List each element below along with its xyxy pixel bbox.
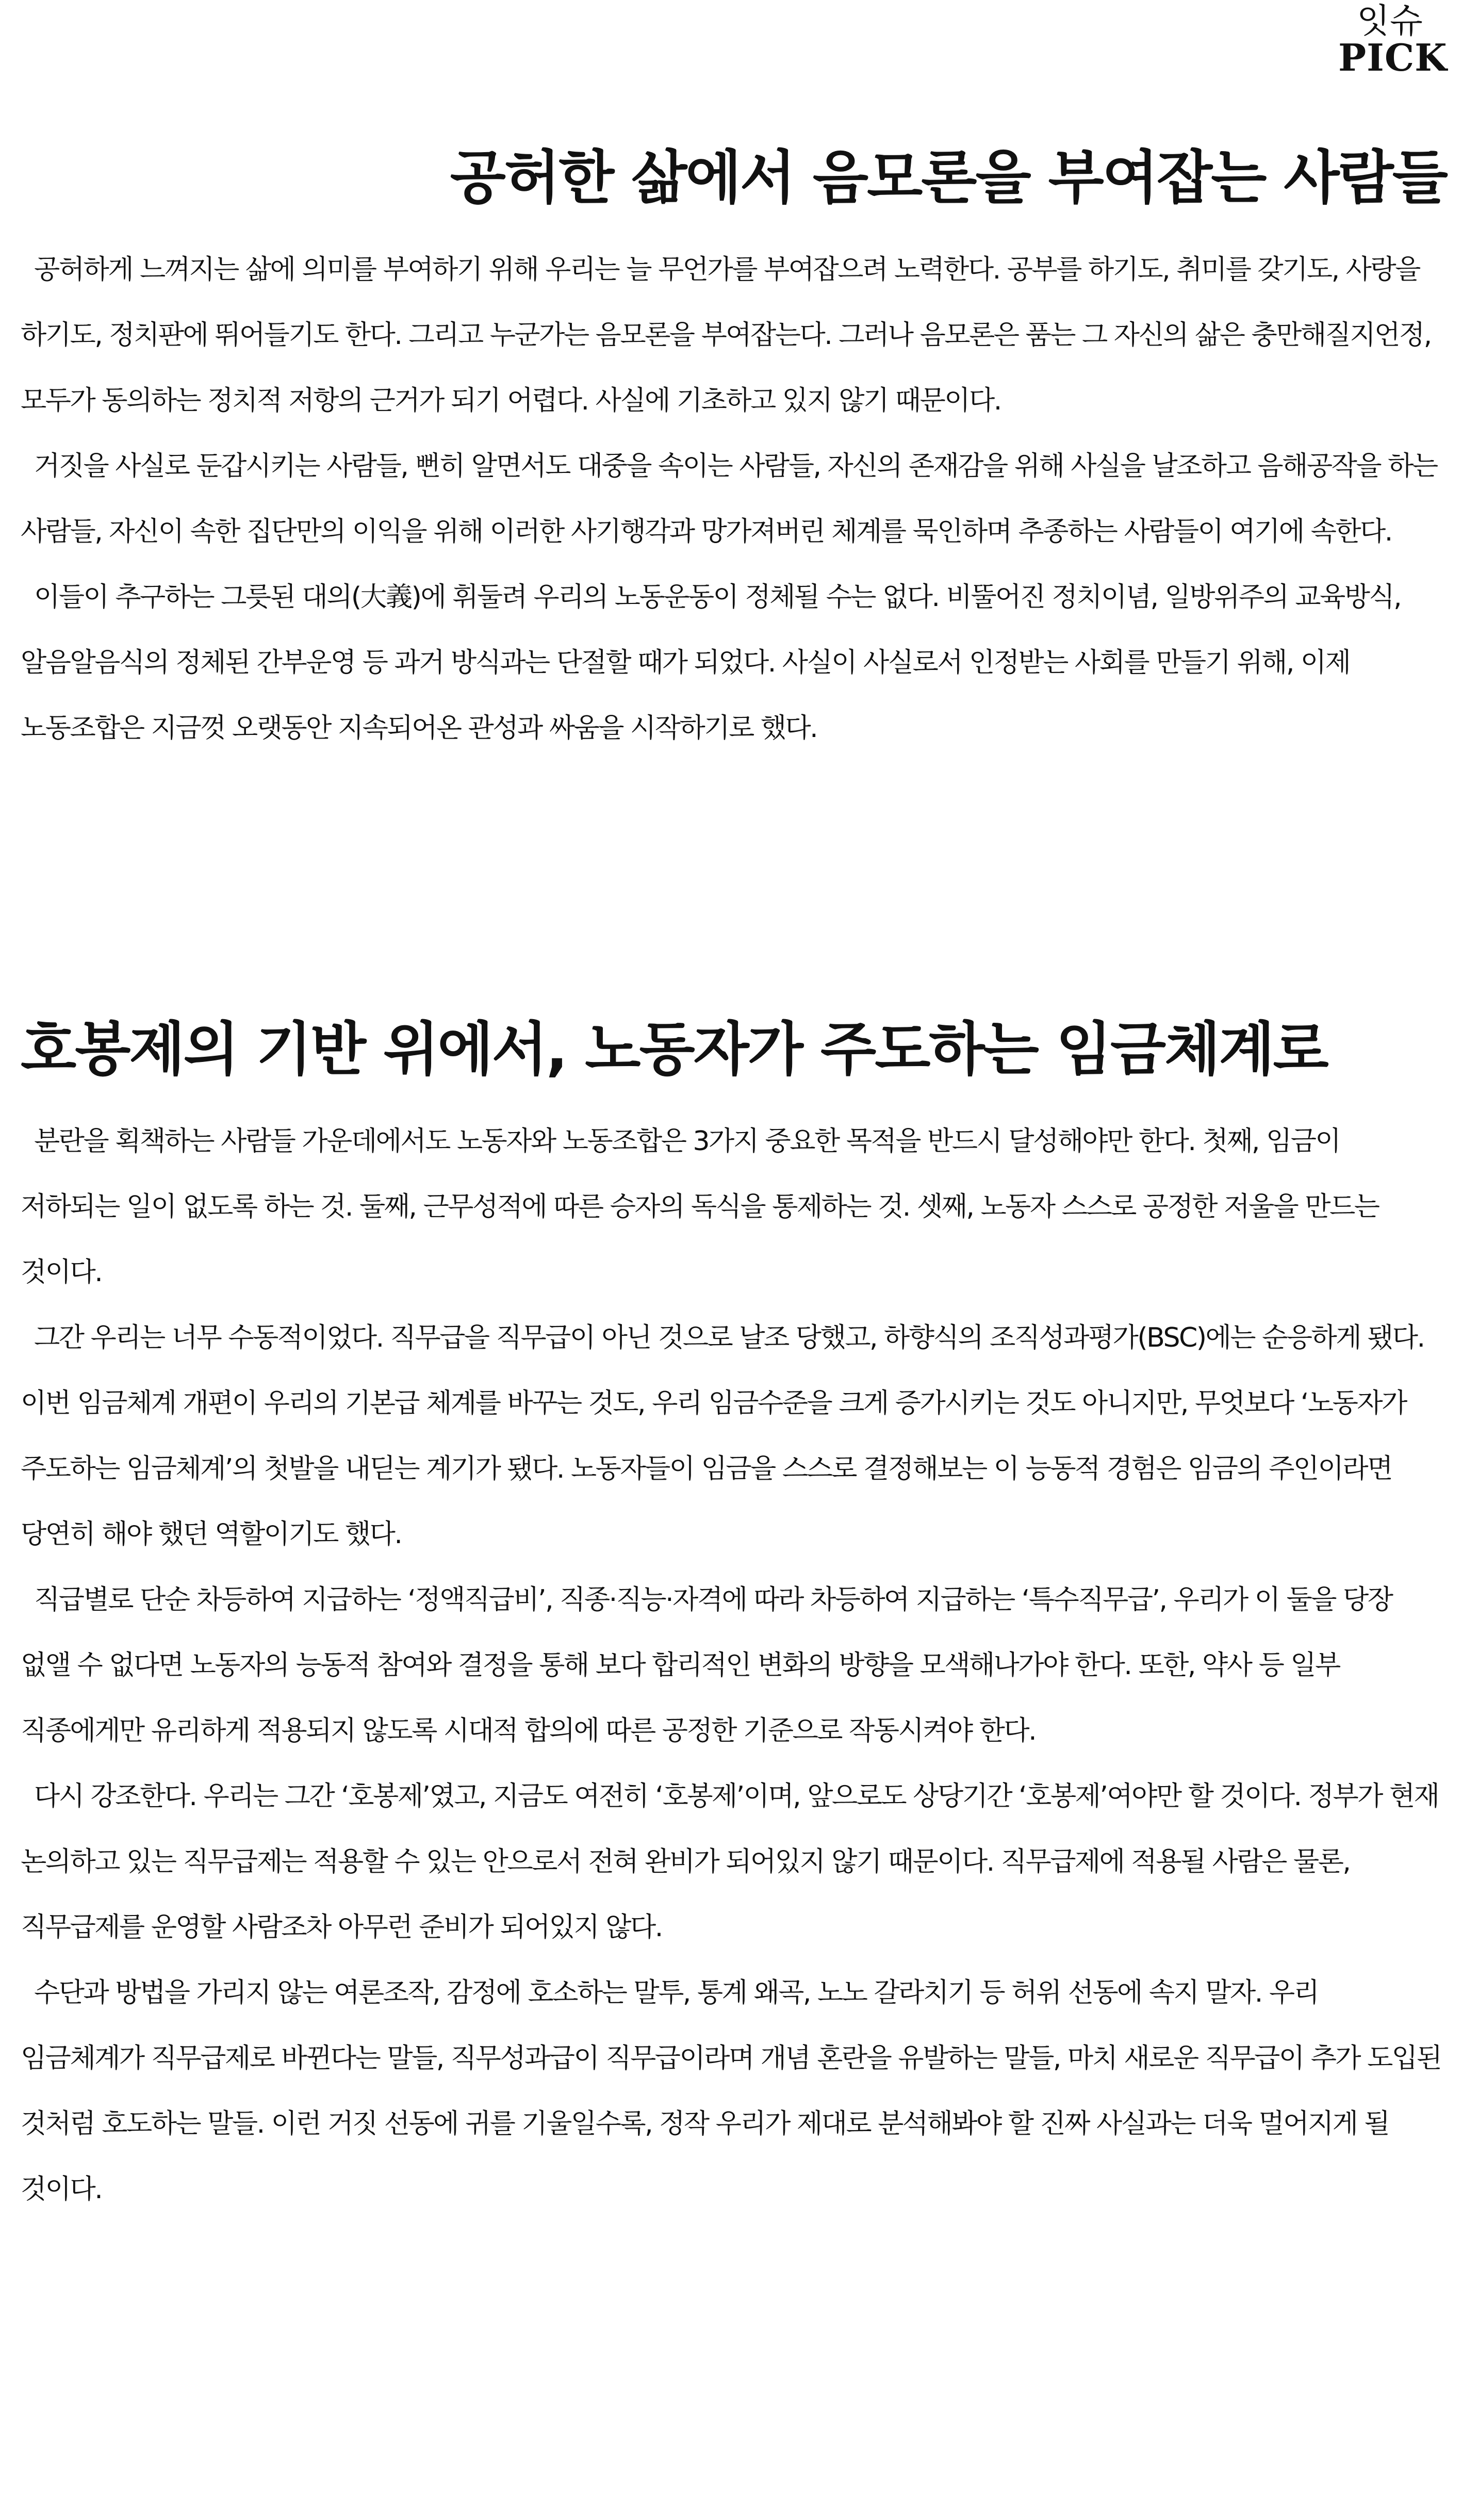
section-1-paragraph: 거짓을 사실로 둔갑시키는 사람들, 뻔히 알면서도 대중을 속이는 사람들, 자신의 존재감을 위해 사실을 날조하고 음해공작을 하는 사람들, 자신이 속한 집단만의 이익을 위해 이러한 사기행각과 망가져버린 체계를 묵인하며 추종하는 사람들이 여기에 속한다. <box>21 451 1437 547</box>
section-2-paragraph: 수단과 방법을 가리지 않는 여론조작, 감정에 호소하는 말투, 통계 왜곡, 노노 갈라치기 등 허위 선동에 속지 말자. 우리 임금체계가 직무급제로 바뀐다는 말들, 직무성과급이 직무급이라며 개념 혼란을 유발하는 말들, 마치 새로운 직무급이 추가 도입된 것처럼 호도하는 말들. 이런 거짓 선동에 귀를 기울일수록, 정작 우리가 제대로 분석해봐야 할 진짜 사실과는 더욱 멀어지게 될 것이다. <box>21 1977 1441 2205</box>
section-1-body <box>0 237 1462 761</box>
tag-pick-label: PICK <box>1338 36 1448 79</box>
article-section-conspiracy <box>0 139 1462 761</box>
section-1-paragraph: 공허하게 느껴지는 삶에 의미를 부여하기 위해 우리는 늘 무언가를 부여잡으려 노력한다. 공부를 하기도, 취미를 갖기도, 사랑을 하기도, 정치판에 뛰어들기도 한다. 그리고 누군가는 음모론을 부여잡는다. 그러나 음모론은 품는 그 자신의 삶은 충만해질지언정, 모두가 동의하는 정치적 저항의 근거가 되기 어렵다. 사실에 기초하고 있지 않기 때문이다. <box>21 254 1431 416</box>
section-2-title: 호봉제의 기반 위에서, 노동자가 주도하는 임금체계로 <box>21 1016 1327 1083</box>
section-2-body <box>0 1109 1462 2222</box>
section-2-paragraph: 분란을 획책하는 사람들 가운데에서도 노동자와 노동조합은 3가지 중요한 목적을 반드시 달성해야만 한다. 첫째, 임금이 저하되는 일이 없도록 하는 것. 둘째, 근무성적에 따른 승자의 독식을 통제하는 것. 셋째, 노동자 스스로 공정한 저울을 만드는 것이다. <box>21 1126 1379 1288</box>
section-2-paragraph: 그간 우리는 너무 수동적이었다. 직무급을 직무급이 아닌 것으로 날조 당했고, 하향식의 조직성과평가(BSC)에는 순응하게 됐다. 이번 임금체계 개편이 우리의 기본급 체계를 바꾸는 것도, 우리 임금수준을 크게 증가시키는 것도 아니지만, 무엇보다 ‘노동자가 주도하는 임금체계’의 첫발을 내딛는 계기가 됐다. 노동자들이 임금을 스스로 결정해보는 이 능동적 경험은 임금의 주인이라면 당연히 해야 했던 역할이기도 했다. <box>21 1322 1424 1550</box>
section-2-paragraph: 직급별로 단순 차등하여 지급하는 ‘정액직급비’, 직종·직능·자격에 따라 차등하여 지급하는 ‘특수직무급’, 우리가 이 둘을 당장 없앨 수 없다면 노동자의 능동적 참여와 결정을 통해 보다 합리적인 변화의 방향을 모색해나가야 한다. 또한, 약사 등 일부 직종에게만 유리하게 적용되지 않도록 시대적 합의에 따른 공정한 기준으로 작동시켜야 한다. <box>21 1584 1392 1746</box>
tag-korean-label: 잇슈 <box>1357 1 1423 41</box>
section-1-title: 공허한 삶에서 음모론을 부여잡는 사람들 <box>450 144 1447 211</box>
section-2-paragraph: 다시 강조한다. 우리는 그간 ‘호봉제’였고, 지금도 여전히 ‘호봉제’이며, 앞으로도 상당기간 ‘호봉제’여야만 할 것이다. 정부가 현재 논의하고 있는 직무급제는 적용할 수 있는 안으로서 전혀 완비가 되어있지 않기 때문이다. 직무급제에 적용될 사람은 물론, 직무급제를 운영할 사람조차 아무런 준비가 되어있지 않다. <box>21 1781 1439 1943</box>
issue-pick-tag <box>1338 0 1448 79</box>
article-section-wage-system <box>0 1011 1462 2222</box>
section-1-paragraph: 이들이 추구하는 그릇된 대의(大義)에 휘둘려 우리의 노동운동이 정체될 수는 없다. 비뚤어진 정치이념, 일방위주의 교육방식, 알음알음식의 정체된 간부운영 등 과거 방식과는 단절할 때가 되었다. 사실이 사실로서 인정받는 사회를 만들기 위해, 이제 노동조합은 지금껏 오랫동안 지속되어온 관성과 싸움을 시작하기로 했다. <box>21 582 1401 744</box>
